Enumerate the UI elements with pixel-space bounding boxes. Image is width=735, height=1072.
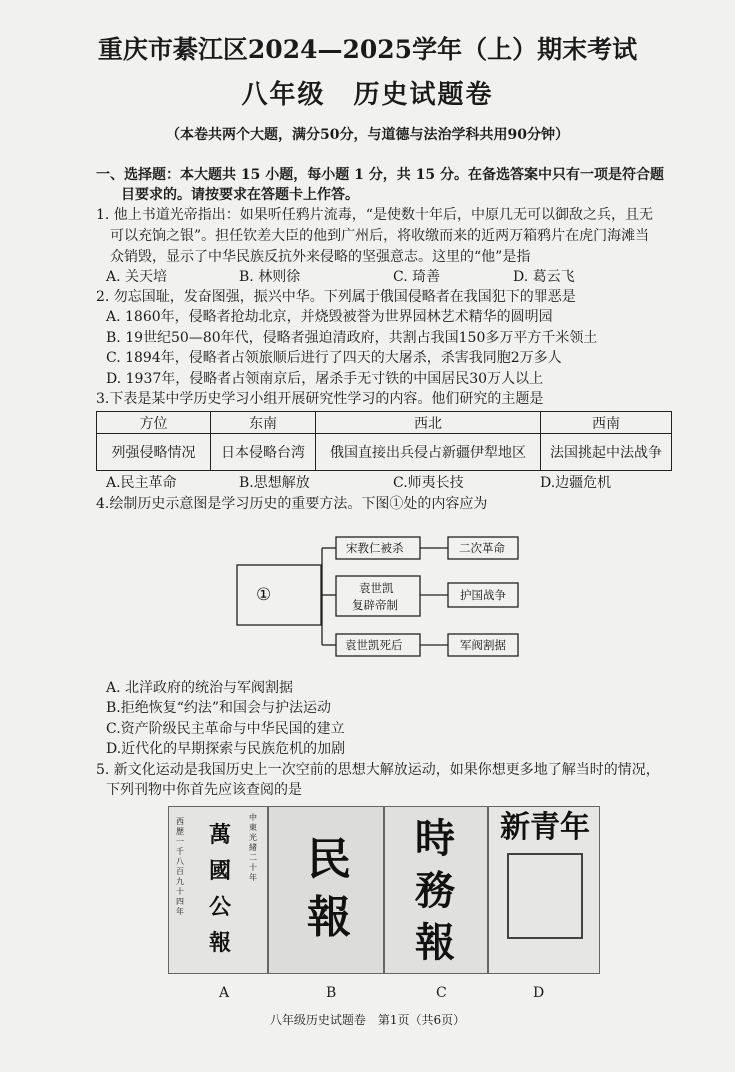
q5-stem-line1: 5. 新文化运动是我国历史上一次空前的思想大解放运动，如果你想更多地了解当时的情况， bbox=[96, 762, 660, 778]
magazine-cover-d-title: 新青年 bbox=[500, 810, 590, 845]
q2-option-a: A. 1860年，侵略者抢劫北京，并烧毁被誉为世界园林艺术精华的圆明园 bbox=[106, 309, 553, 325]
q3-cell: 日本侵略台湾 bbox=[211, 434, 316, 471]
q5-option-c-label: C bbox=[436, 985, 447, 1001]
magazine-cover-c-title: 時務報 bbox=[415, 815, 455, 966]
q3-cell: 列强侵略情况 bbox=[97, 434, 211, 471]
magazine-cover-a-date-right: 中東光緒二十年 bbox=[249, 813, 257, 882]
q3-table-row bbox=[97, 434, 672, 471]
q3-cell: 法国挑起中法战争 bbox=[541, 434, 672, 471]
exam-title: 重庆市綦江区2024—2025学年（上）期末考试 bbox=[97, 35, 638, 64]
section-instruction-line1: 一、选择题：本大题共 15 小题，每小题 1 分，共 15 分。在备选答案中只有一项是符合题 bbox=[96, 167, 664, 183]
magazine-cover-a-date-left: 西歷一千八百九十四年 bbox=[176, 817, 184, 916]
q4-stem: 4.绘制历史示意图是学习历史的重要方法。下图①处的内容应为 bbox=[96, 496, 488, 512]
diagram-center-box bbox=[237, 565, 321, 625]
q3-option-a: A.民主革命 bbox=[106, 475, 177, 491]
q5-option-a-label: A bbox=[219, 985, 230, 1001]
q3-header-cell: 西南 bbox=[541, 412, 672, 434]
q1-stem-line1: 1. 他上书道光帝指出：如果听任鸦片流毒，“是使数十年后，中原几无可以御敌之兵，且无 bbox=[96, 207, 653, 223]
magazine-cover-a-title: 萬國公報 bbox=[209, 822, 232, 956]
magazine-cover-d bbox=[488, 806, 600, 974]
section-instruction-line2: 目要求的。请按要求在答题卡上作答。 bbox=[121, 187, 359, 203]
q3-header-cell: 方位 bbox=[97, 412, 211, 434]
q5-option-b-label: B bbox=[326, 985, 337, 1001]
q2-option-b: B. 19世纪50—80年代，侵略者强迫清政府，共割占我国150多万平方千米领土 bbox=[106, 330, 598, 346]
magazine-cover-b bbox=[268, 806, 384, 974]
q4-option-a: A. 北洋政府的统治与军阀割据 bbox=[106, 680, 294, 696]
exam-subtitle: 八年级 历史试题卷 bbox=[241, 80, 494, 110]
q3-option-c: C.师夷长技 bbox=[393, 475, 464, 491]
diagram-node-label: 护国战争 bbox=[460, 588, 506, 602]
q1-option-b: B. 林则徐 bbox=[239, 269, 301, 285]
q3-option-d: D.边疆危机 bbox=[540, 475, 612, 491]
page-footer: 八年级历史试题卷 第1页（共6页） bbox=[269, 1013, 466, 1027]
q1-stem-line3: 众销毁，显示了中华民族反抗外来侵略的坚强意志。这里的“他”是指 bbox=[110, 249, 531, 265]
diagram-node-label: 袁世凯 bbox=[359, 581, 394, 595]
q3-stem: 3.下表是某中学历史学习小组开展研究性学习的内容。他们研究的主题是 bbox=[96, 391, 544, 407]
q4-flow-diagram bbox=[230, 528, 530, 663]
q4-option-c: C.资产阶级民主革命与中华民国的建立 bbox=[106, 721, 345, 737]
q5-stem-line2: 下列刊物中你首先应该查阅的是 bbox=[106, 782, 302, 798]
magazine-cover-b-title: 民報 bbox=[307, 834, 351, 943]
q2-stem: 2. 勿忘国耻，发奋图强，振兴中华。下列属于俄国侵略者在我国犯下的罪恶是 bbox=[96, 289, 576, 305]
q3-table bbox=[96, 411, 672, 471]
q3-cell: 俄国直接出兵侵占新疆伊犁地区 bbox=[316, 434, 541, 471]
diagram-node-label: 军阀割据 bbox=[460, 638, 506, 652]
q3-table-header-row bbox=[97, 412, 672, 434]
diagram-node-label: 宋教仁被杀 bbox=[346, 541, 404, 555]
exam-note: （本卷共两个大题，满分50分，与道德与法治学科共用90分钟） bbox=[166, 127, 569, 143]
q1-option-c: C. 琦善 bbox=[393, 269, 441, 285]
q3-option-b: B.思想解放 bbox=[239, 475, 310, 491]
q3-header-cell: 西北 bbox=[316, 412, 541, 434]
q1-option-d: D. 葛云飞 bbox=[513, 269, 575, 285]
diagram-node-label: 袁世凯死后 bbox=[345, 638, 403, 652]
diagram-center-label: ① bbox=[256, 585, 272, 605]
q4-option-d: D.近代化的早期探索与民族危机的加剧 bbox=[106, 741, 346, 757]
magazine-cover-c bbox=[384, 806, 488, 974]
magazine-cover-a bbox=[168, 806, 268, 974]
q2-option-d: D. 1937年，侵略者占领南京后，屠杀手无寸铁的中国居民30万人以上 bbox=[106, 371, 544, 387]
q3-header-cell: 东南 bbox=[211, 412, 316, 434]
q1-stem-line2: 可以充饷之银”。担任钦差大臣的他到广州后，将收缴而来的近两万箱鸦片在虎门海滩当 bbox=[110, 228, 650, 244]
diagram-node-label: 二次革命 bbox=[459, 541, 505, 555]
diagram-node-label: 复辟帝制 bbox=[352, 598, 398, 612]
q2-option-c: C. 1894年，侵略者占领旅顺后进行了四天的大屠杀，杀害我同胞2万多人 bbox=[106, 350, 562, 366]
q5-option-d-label: D bbox=[533, 985, 545, 1001]
q1-option-a: A. 关天培 bbox=[106, 269, 168, 285]
q4-option-b: B.拒绝恢复“约法”和国会与护法运动 bbox=[106, 700, 332, 716]
magazine-cover-d-frame bbox=[507, 853, 583, 939]
